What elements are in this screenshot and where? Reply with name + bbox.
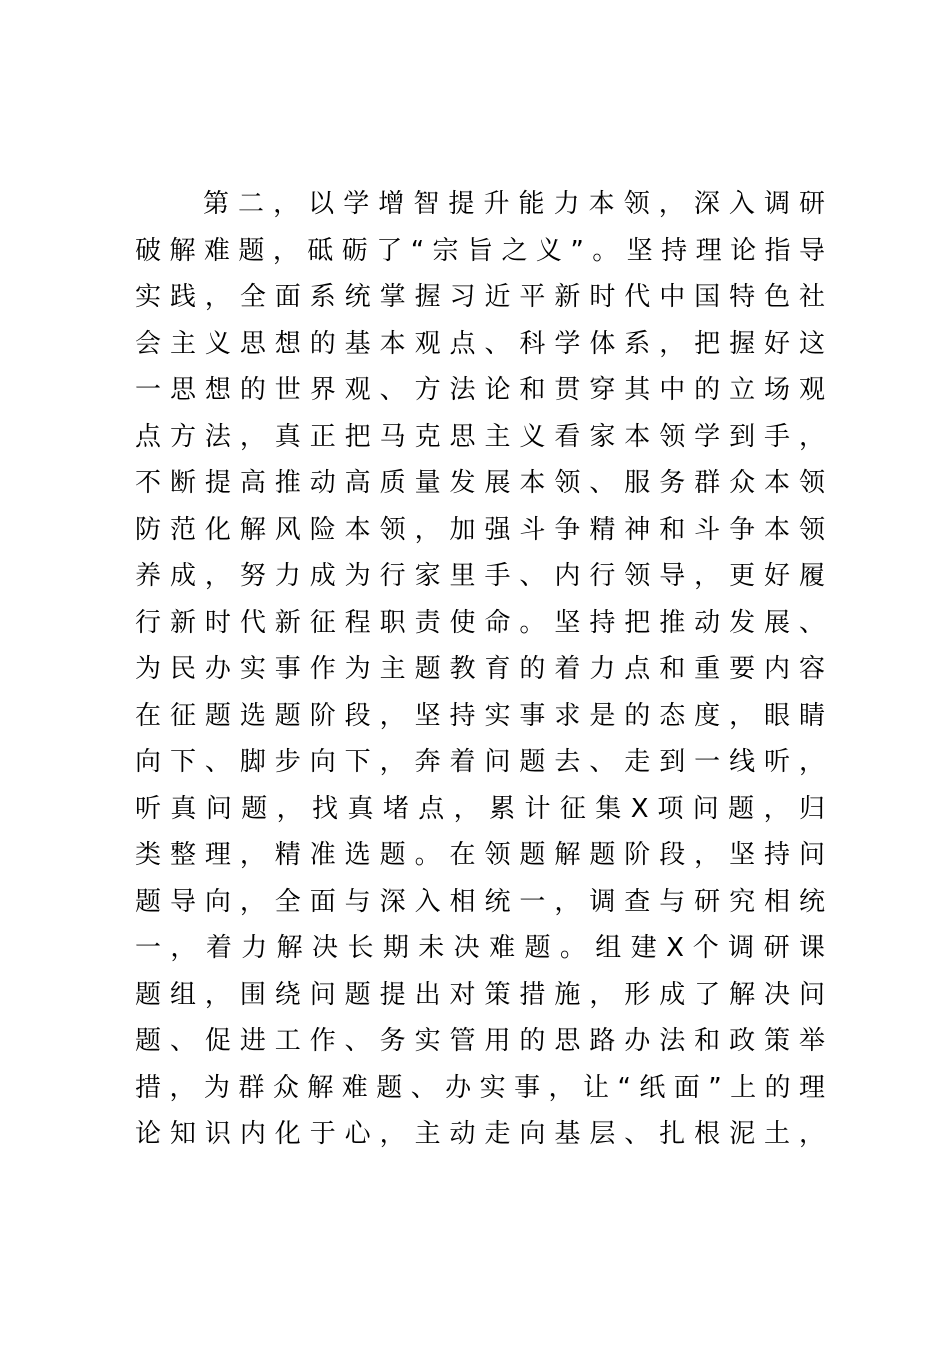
paragraph-line: 听 真 问 题 ， 找 真 堵 点 ， 累 计 征 集 X 项 问 题 ， 归 [135, 793, 825, 824]
paragraph-line: 实 践 ， 全 面 系 统 掌 握 习 近 平 新 时 代 中 国 特 色 社 [135, 282, 825, 312]
paragraph-line: 题 、 促 进 工 作 、 务 实 管 用 的 思 路 办 法 和 政 策 举 [135, 1026, 825, 1056]
paragraph-line: 为 民 办 实 事 作 为 主 题 教 育 的 着 力 点 和 重 要 内 容 [135, 654, 825, 684]
paragraph-line: 题 导 向 ， 全 面 与 深 入 相 统 一 ， 调 查 与 研 究 相 统 [135, 886, 825, 917]
paragraph-line: 养 成 ， 努 力 成 为 行 家 里 手 、 内 行 领 导 ， 更 好 履 [135, 561, 825, 591]
paragraph-line: 会 主 义 思 想 的 基 本 观 点 、 科 学 体 系 ， 把 握 好 这 [135, 328, 825, 359]
paragraph-line: 在 征 题 选 题 阶 段 ， 坚 持 实 事 求 是 的 态 度 ， 眼 睛 [135, 700, 825, 731]
paragraph-line: 向 下 、 脚 步 向 下 ， 奔 着 问 题 去 、 走 到 一 线 听 ， [135, 747, 825, 777]
paragraph-line: 题 组 ， 围 绕 问 题 提 出 对 策 措 施 ， 形 成 了 解 决 问 [135, 979, 825, 1010]
paragraph-line: 行 新 时 代 新 征 程 职 责 使 命 。 坚 持 把 推 动 发 展 、 [135, 607, 825, 638]
paragraph-line: 破 解 难 题 ， 砥 砺 了 “ 宗 旨 之 义 ” 。 坚 持 理 论 指 导 [135, 235, 825, 266]
paragraph-line: 不 断 提 高 推 动 高 质 量 发 展 本 领 、 服 务 群 众 本 领 [135, 468, 825, 498]
paragraph-line: 防 范 化 解 风 险 本 领 ， 加 强 斗 争 精 神 和 斗 争 本 领 [135, 514, 825, 545]
body-paragraph [135, 181, 825, 1158]
paragraph-line: 论 知 识 内 化 于 心 ， 主 动 走 向 基 层 、 扎 根 泥 土 ， [135, 1119, 825, 1149]
paragraph-line: 第 二 ， 以 学 增 智 提 升 能 力 本 领 ， 深 入 调 研 [203, 189, 825, 219]
paragraph-line: 措 ， 为 群 众 解 难 题 、 办 实 事 ， 让 “ 纸 面 ” 上 的 理 [135, 1072, 825, 1103]
paragraph-line: 一 思 想 的 世 界 观 、 方 法 论 和 贯 穿 其 中 的 立 场 观 [135, 375, 825, 405]
paragraph-line: 类 整 理 ， 精 准 选 题 。 在 领 题 解 题 阶 段 ， 坚 持 问 [135, 840, 825, 870]
paragraph-line: 一 ， 着 力 解 决 长 期 未 决 难 题 。 组 建 X 个 调 研 课 [135, 933, 825, 963]
paragraph-line: 点 方 法 ， 真 正 把 马 克 思 主 义 看 家 本 领 学 到 手 ， [135, 421, 825, 452]
